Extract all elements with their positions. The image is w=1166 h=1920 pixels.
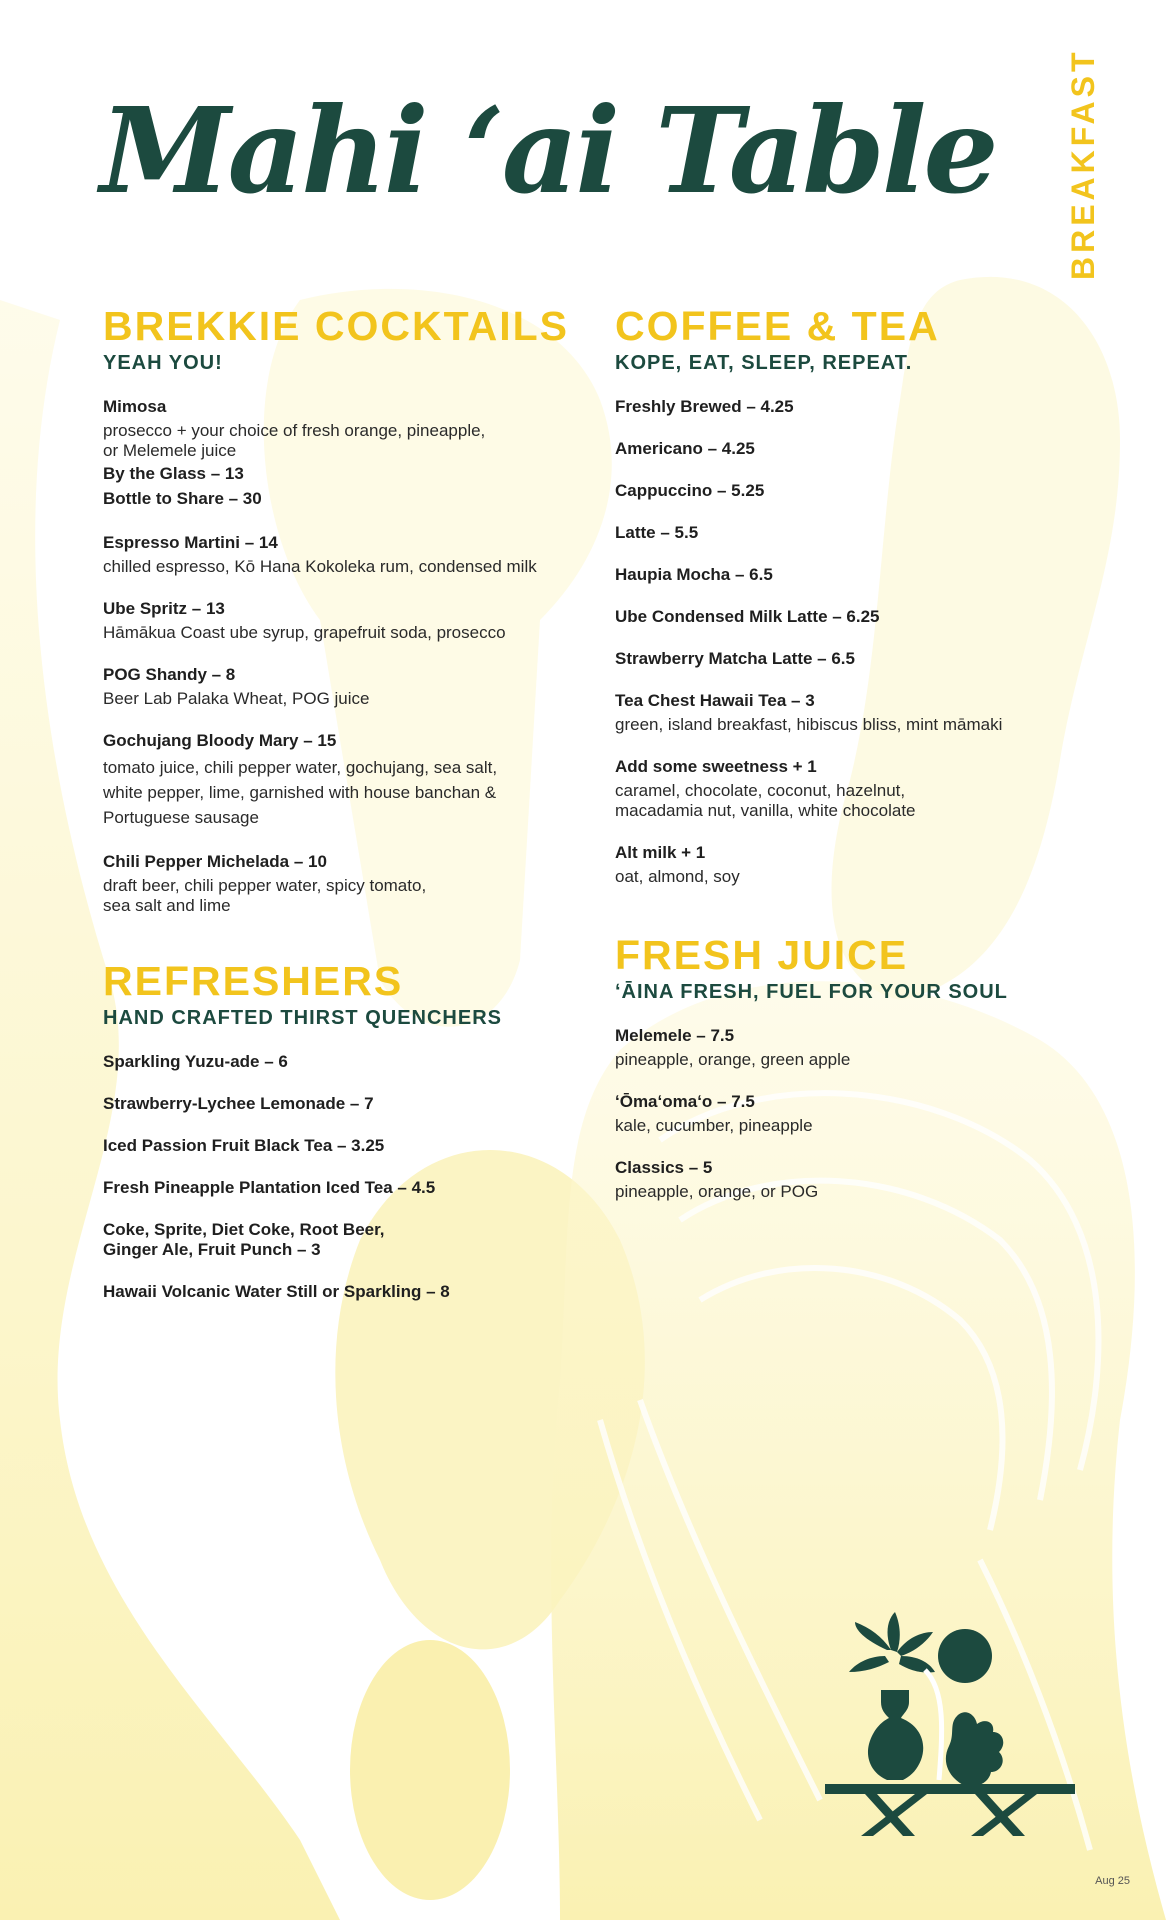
item-description: chilled espresso, Kō Hana Kokoleka rum, condensed milk [103,557,537,576]
item-name: ʻŌmaʻomaʻo – 7.5 [615,1092,755,1111]
fresh-juice-section [615,932,1055,1224]
menu-item [615,757,1055,821]
menu-item [103,1282,583,1302]
section-title: FRESH JUICE [615,932,909,978]
item-name: Gochujang Bloody Mary – 15 [103,731,337,750]
menu-item [103,731,583,830]
item-name: Espresso Martini – 14 [103,533,278,552]
menu-item [615,523,1055,543]
menu-item [615,481,1055,501]
menu-item [103,665,583,709]
item-name: Ube Condensed Milk Latte – 6.25 [615,607,880,626]
item-name: Alt milk + 1 [615,843,706,862]
menu-item [615,439,1055,459]
item-name: Mimosa [103,397,167,416]
plant-shape [946,1712,1003,1786]
section-subtitle: KOPE, EAT, SLEEP, REPEAT. [615,352,913,374]
menu-item [615,397,1055,417]
item-option: Bottle to Share – 30 [103,489,262,508]
item-description: Beer Lab Palaka Wheat, POG juice [103,689,370,708]
menu-item [103,1178,583,1198]
item-name: Strawberry-Lychee Lemonade – 7 [103,1094,374,1113]
menu-item [103,1052,583,1072]
section-subtitle: ʻĀINA FRESH, FUEL FOR YOUR SOUL [615,981,1008,1003]
item-name: Tea Chest Hawaii Tea – 3 [615,691,815,710]
coffee-tea-section [615,303,1055,909]
pineapple-leaves-shape [849,1612,935,1673]
section-title: REFRESHERS [103,958,404,1004]
item-name: Freshly Brewed – 4.25 [615,397,794,416]
sun-shape [938,1629,992,1683]
item-name: Coke, Sprite, Diet Coke, Root Beer, Ginger Ale, Fruit Punch – 3 [103,1220,385,1259]
menu-item [615,1158,1055,1202]
menu-item [103,852,583,916]
brekkie-cocktails-section [103,303,583,938]
section-subtitle: YEAH YOU! [103,352,223,374]
item-name: Cappuccino – 5.25 [615,481,765,500]
section-title: BREKKIE COCKTAILS [103,303,570,349]
plant-stem-shape [925,1670,942,1780]
table-top-shape [825,1784,1075,1794]
item-name: Hawaii Volcanic Water Still or Sparkling – 8 [103,1282,450,1301]
item-name: Classics – 5 [615,1158,713,1177]
item-name: Chili Pepper Michelada – 10 [103,852,327,871]
item-name: Americano – 4.25 [615,439,755,458]
menu-item [615,1092,1055,1136]
item-description: caramel, chocolate, coconut, hazelnut, macadamia nut, vanilla, white chocolate [615,781,916,820]
menu-item [615,843,1055,887]
menu-item [615,565,1055,585]
item-description: green, island breakfast, hibiscus bliss, mint māmaki [615,715,1003,734]
item-description: draft beer, chili pepper water, spicy tomato, sea salt and lime [103,876,427,915]
item-name: Haupia Mocha – 6.5 [615,565,773,584]
item-description: kale, cucumber, pineapple [615,1116,813,1135]
item-name: Strawberry Matcha Latte – 6.5 [615,649,855,668]
refreshers-section [103,958,583,1324]
item-description: pineapple, orange, green apple [615,1050,851,1069]
table-logo-icon [825,1610,1075,1840]
menu-item [615,649,1055,669]
menu-item [615,607,1055,627]
menu-item [103,1094,583,1114]
item-name: POG Shandy – 8 [103,665,236,684]
date-footnote: Aug 25 [1095,1875,1130,1887]
item-name: Ube Spritz – 13 [103,599,225,618]
item-option: By the Glass – 13 [103,464,244,483]
item-name: Melemele – 7.5 [615,1026,735,1045]
item-description: prosecco + your choice of fresh orange, pineapple, or Melemele juice [103,421,486,460]
item-description: Hāmākua Coast ube syrup, grapefruit soda, prosecco [103,623,506,642]
section-subtitle: HAND CRAFTED THIRST QUENCHERS [103,1007,502,1029]
menu-item [103,1136,583,1156]
restaurant-title: Mahi ʻai Table [100,81,996,220]
menu-item [103,1220,583,1260]
menu-item [615,691,1055,735]
item-description: pineapple, orange, or POG [615,1182,819,1201]
menu-item [103,599,583,643]
egg-shape [350,1640,510,1900]
item-description: oat, almond, soy [615,867,740,886]
item-name: Sparkling Yuzu-ade – 6 [103,1052,288,1071]
item-name: Iced Passion Fruit Black Tea – 3.25 [103,1136,385,1155]
item-name: Add some sweetness + 1 [615,757,817,776]
menu-item [103,533,583,577]
menu-item [615,1026,1055,1070]
section-title: COFFEE & TEA [615,303,940,349]
menu-item [103,397,583,511]
menu-type-label: BREAKFAST [1065,48,1101,280]
item-description: tomato juice, chili pepper water, gochujang, sea salt, white pepper, lime, garnished with house banchan & Portuguese sausage [103,758,498,827]
vase-shape [868,1690,923,1780]
item-name: Latte – 5.5 [615,523,699,542]
item-name: Fresh Pineapple Plantation Iced Tea – 4.5 [103,1178,436,1197]
